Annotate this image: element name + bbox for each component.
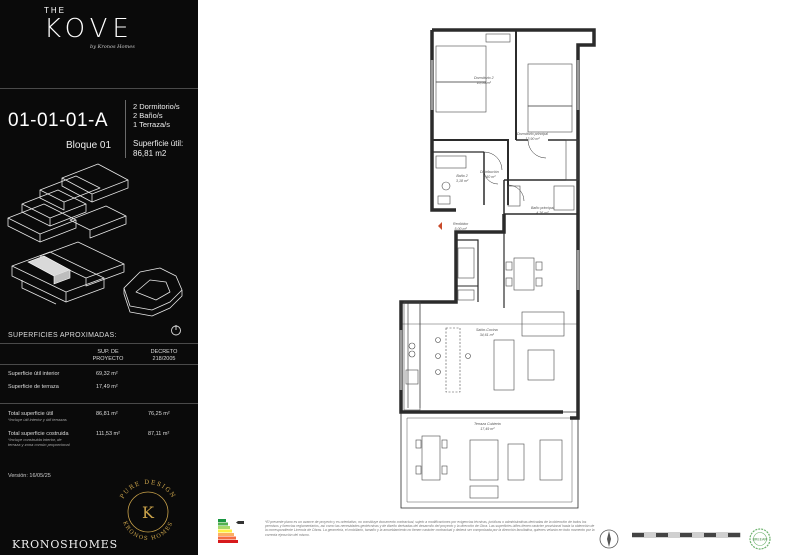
col-header-decreto-line1: DECRETO	[150, 349, 178, 355]
unit-surface	[133, 139, 183, 158]
room-area: 13,90 m²	[525, 136, 540, 141]
room-name: Baño principal	[531, 206, 554, 210]
unit-surface-label: Superficie útil:	[133, 139, 184, 148]
brand-subtitle: by Kronos Homes	[90, 44, 135, 50]
unit-surface-value: 86,81 m2	[133, 148, 167, 158]
unit-rooms-bedrooms: 2 Dormitorio/s	[133, 102, 180, 111]
unit-rooms	[133, 102, 180, 129]
brand-kove: KOVE	[44, 14, 134, 44]
row-value-proyecto: 86,81 m²	[96, 411, 118, 417]
version: Versión: 16/05/25	[8, 473, 51, 479]
svg-text:KRONOS HOMES: KRONOS HOMES	[121, 520, 175, 543]
row-note: *Incluye construida interior, de terraza y zona común proporcional	[8, 437, 70, 447]
divider	[0, 403, 198, 404]
row-label: Superficie de terraza	[8, 384, 59, 390]
room-name: Dormitorio 2	[474, 76, 494, 80]
room-label-bano-principal	[531, 206, 554, 215]
room-label-salon-cocina	[476, 328, 498, 337]
room-name: Baño 2	[456, 174, 468, 178]
svg-text:BREEAM: BREEAM	[752, 537, 768, 542]
disclaimer-text: *El presente plano es un avance de proyecto y es orientativo, no constituye documento contractual, sujeto a modificaciones por exigencias técnicas, jurídicas o administrativas derivadas de la obtención de todos los permisos y licencias reglamentarios, así como las necesidades geotécnicas y de diseño derivadas del desarrollo del proyecto y la dirección de Obra. Las superficies útiles tienen carácter provisional hasta la obtención de la correspondiente Licencia de Obras. La geometría, el mobiliario, tamaño y la amueblamiento no tienen carácter contractual y deberá ser comprobada por la dirección facultativa, quienes velarán en todo momento por la correcta ejecución del mismo.	[265, 520, 595, 537]
room-area: 17,49 m²	[480, 426, 495, 431]
unit-code: 01-01-01-A	[8, 110, 109, 131]
unit-rooms-bathrooms: 2 Baño/s	[133, 111, 163, 120]
row-value-proyecto: 69,32 m²	[96, 371, 118, 377]
floor-plan	[198, 0, 800, 555]
power-icon	[170, 324, 182, 336]
room-area: 10,06 m²	[476, 80, 491, 85]
building-location-illustration	[0, 160, 198, 325]
energy-rating-icon	[218, 519, 246, 545]
row-value-proyecto: 17,49 m²	[96, 384, 118, 390]
info-panel	[0, 0, 198, 555]
room-name: Dormitorio principal	[517, 132, 548, 136]
row-label: Total superficie útil	[8, 411, 54, 417]
breeam-badge-icon	[748, 527, 772, 551]
room-name: Salón-Cocina	[476, 328, 498, 332]
divider	[0, 88, 198, 89]
room-area: 5,00 m²	[454, 226, 467, 231]
room-label-dormitorio-2	[474, 76, 494, 85]
row-note: *Incluye útil interior y útil terrazas	[8, 417, 67, 422]
divider	[0, 364, 198, 365]
room-area: 4,36 m²	[536, 210, 549, 215]
room-label-recibidor	[453, 222, 468, 231]
room-area: 34,61 m²	[479, 332, 494, 337]
room-name: Distribución	[480, 170, 499, 174]
row-value-decreto: 76,25 m²	[148, 411, 170, 417]
surfaces-title: SUPERFICIES APROXIMADAS:	[8, 332, 117, 339]
scale-bar	[632, 531, 742, 539]
room-name: Recibidor	[453, 222, 469, 226]
room-label-terraza	[474, 422, 501, 431]
divider-vertical	[125, 100, 126, 158]
col-header-decreto-line2: 218/2005	[152, 355, 176, 362]
floor-plan-drawing	[198, 0, 800, 555]
room-label-bano-2	[456, 174, 468, 183]
col-header-proyecto-line1: SUP. DE	[97, 349, 119, 355]
footer-brand: KRONOSHOMES	[12, 538, 118, 551]
divider	[0, 343, 198, 344]
row-label: Superficie útil interior	[8, 371, 60, 377]
unit-bloque: Bloque 01	[66, 140, 112, 151]
room-area: 3,18 m²	[456, 178, 469, 183]
row-label: Total superficie costruida	[8, 431, 69, 437]
pure-design-seal	[108, 474, 188, 544]
entrance-marker	[438, 222, 442, 230]
col-header-decreto	[142, 349, 186, 362]
room-label-distribucion	[480, 170, 499, 179]
brand-the: THE	[44, 6, 66, 15]
row-value-decreto: 87,11 m²	[148, 431, 170, 437]
col-header-proyecto-line2: PROYECTO	[92, 355, 124, 362]
room-label-dormitorio-principal	[517, 132, 548, 141]
svg-text:K: K	[142, 503, 154, 522]
room-name: Terraza Cubierta	[474, 422, 501, 426]
room-area: 2,60 m²	[483, 174, 496, 179]
unit-rooms-terraces: 1 Terraza/s	[133, 120, 170, 129]
compass-icon	[598, 528, 620, 550]
row-value-proyecto: 111,53 m²	[96, 431, 120, 437]
col-header-proyecto	[86, 349, 130, 362]
svg-text:PURE DESIGN: PURE DESIGN	[118, 478, 178, 501]
